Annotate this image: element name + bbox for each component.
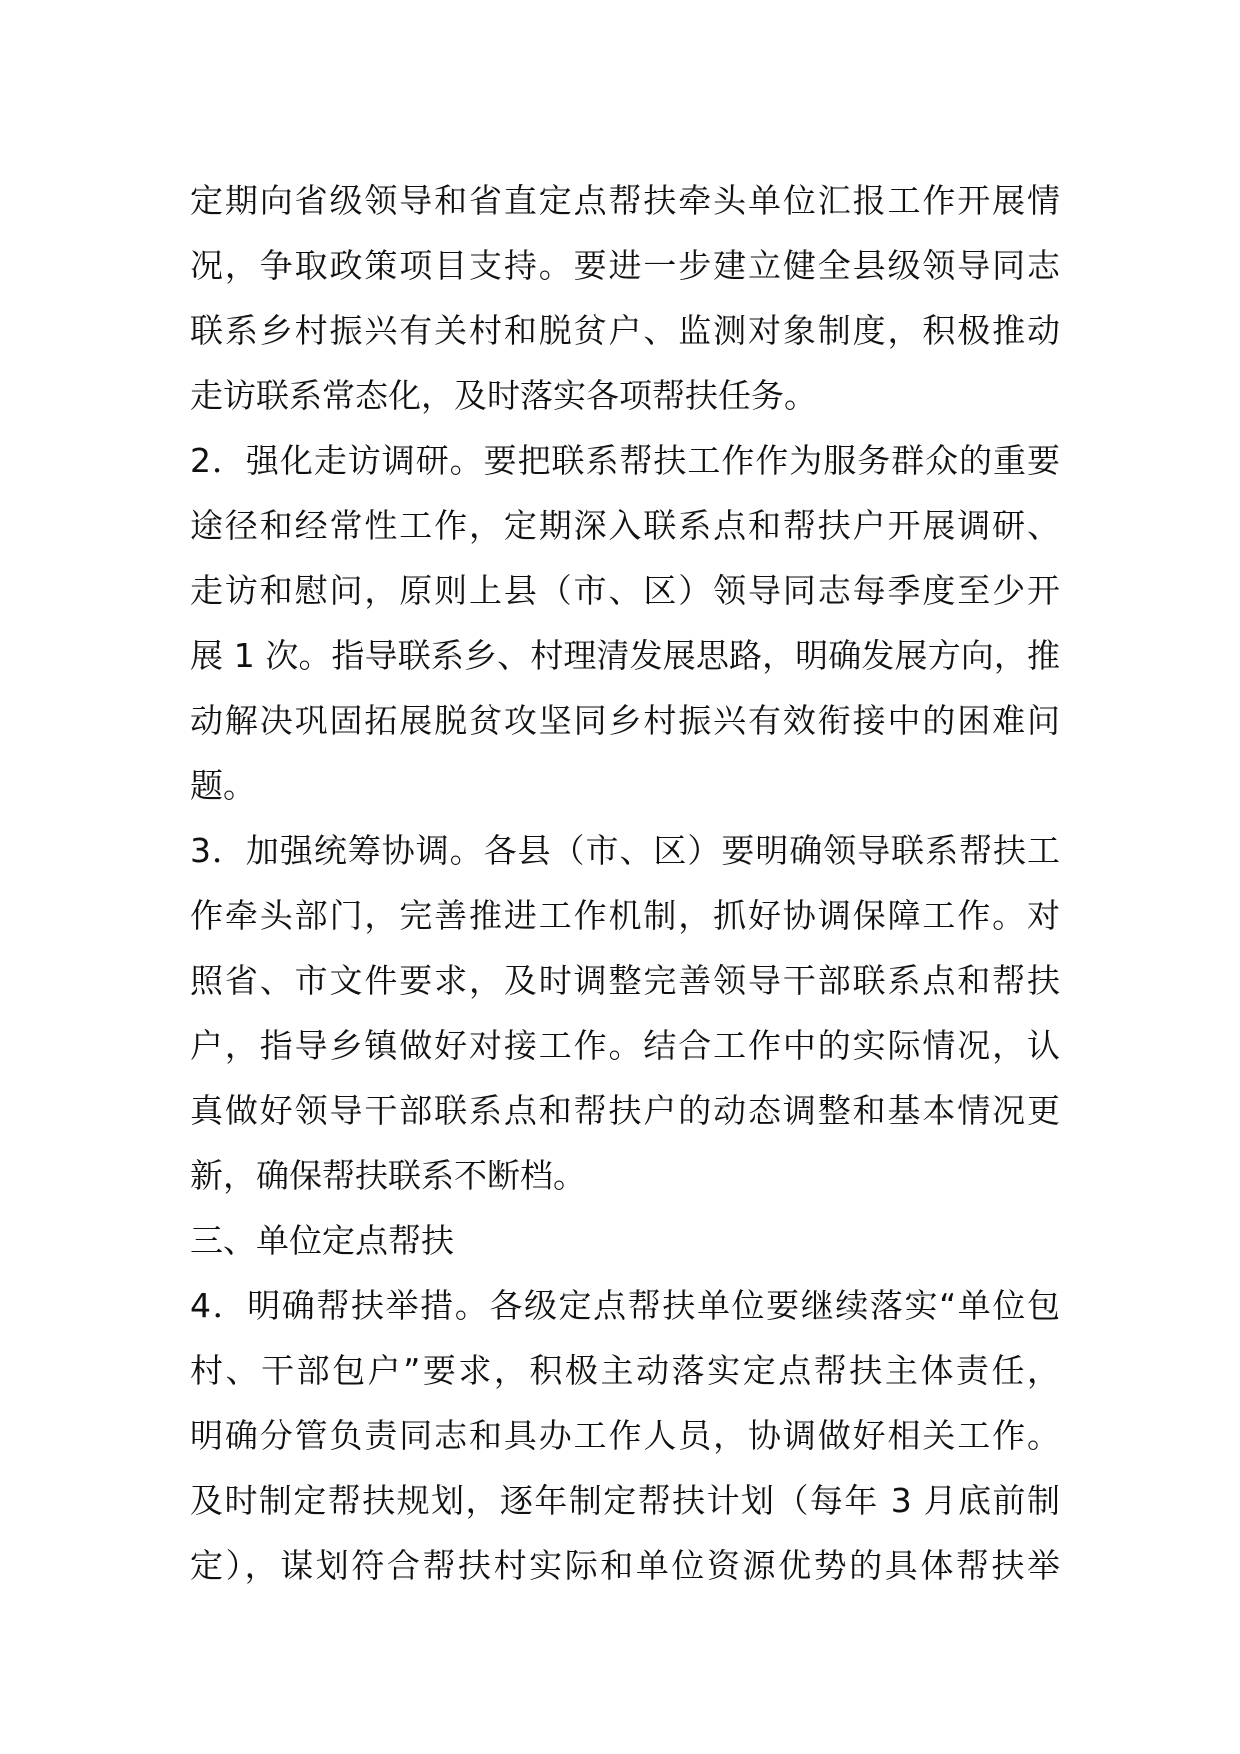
text-line: 题。 — [190, 766, 256, 805]
text-line: 及时制定帮扶规划，逐年制定帮扶计划（每年 3 月底前制 — [190, 1481, 1060, 1520]
text-line: 展 1 次。指导联系乡、村理清发展思路，明确发展方向，推 — [190, 636, 1060, 675]
text-line: 途径和经常性工作，定期深入联系点和帮扶户开展调研、 — [190, 506, 1060, 545]
text-line: 况，争取政策项目支持。要进一步建立健全县级领导同志 — [190, 246, 1060, 285]
text-line: 明确分管负责同志和具办工作人员，协调做好相关工作。 — [190, 1416, 1060, 1455]
text-line: 照省、市文件要求，及时调整完善领导干部联系点和帮扶 — [190, 961, 1060, 1000]
text-line: 3．加强统筹协调。各县（市、区）要明确领导联系帮扶工 — [190, 831, 1060, 870]
text-line: 作牵头部门，完善推进工作机制，抓好协调保障工作。对 — [190, 896, 1060, 935]
text-line: 动解决巩固拓展脱贫攻坚同乡村振兴有效衔接中的困难问 — [190, 701, 1060, 740]
text-line: 联系乡村振兴有关村和脱贫户、监测对象制度，积极推动 — [190, 311, 1060, 350]
text-line: 真做好领导干部联系点和帮扶户的动态调整和基本情况更 — [190, 1091, 1060, 1130]
text-line: 户，指导乡镇做好对接工作。结合工作中的实际情况，认 — [190, 1026, 1060, 1065]
text-line: 2．强化走访调研。要把联系帮扶工作作为服务群众的重要 — [190, 441, 1060, 480]
text-line: 村、干部包户”要求，积极主动落实定点帮扶主体责任， — [190, 1351, 1060, 1390]
text-line: 走访和慰问，原则上县（市、区）领导同志每季度至少开 — [190, 571, 1060, 610]
document-body — [190, 168, 1060, 1598]
text-line: 定），谋划符合帮扶村实际和单位资源优势的具体帮扶举 — [190, 1546, 1060, 1585]
text-line: 走访联系常态化，及时落实各项帮扶任务。 — [190, 376, 817, 415]
text-line: 4．明确帮扶举措。各级定点帮扶单位要继续落实“单位包 — [190, 1286, 1060, 1325]
text-line: 定期向省级领导和省直定点帮扶牵头单位汇报工作开展情 — [190, 181, 1060, 220]
text-line: 三、单位定点帮扶 — [190, 1221, 454, 1260]
text-line: 新，确保帮扶联系不断档。 — [190, 1156, 586, 1195]
